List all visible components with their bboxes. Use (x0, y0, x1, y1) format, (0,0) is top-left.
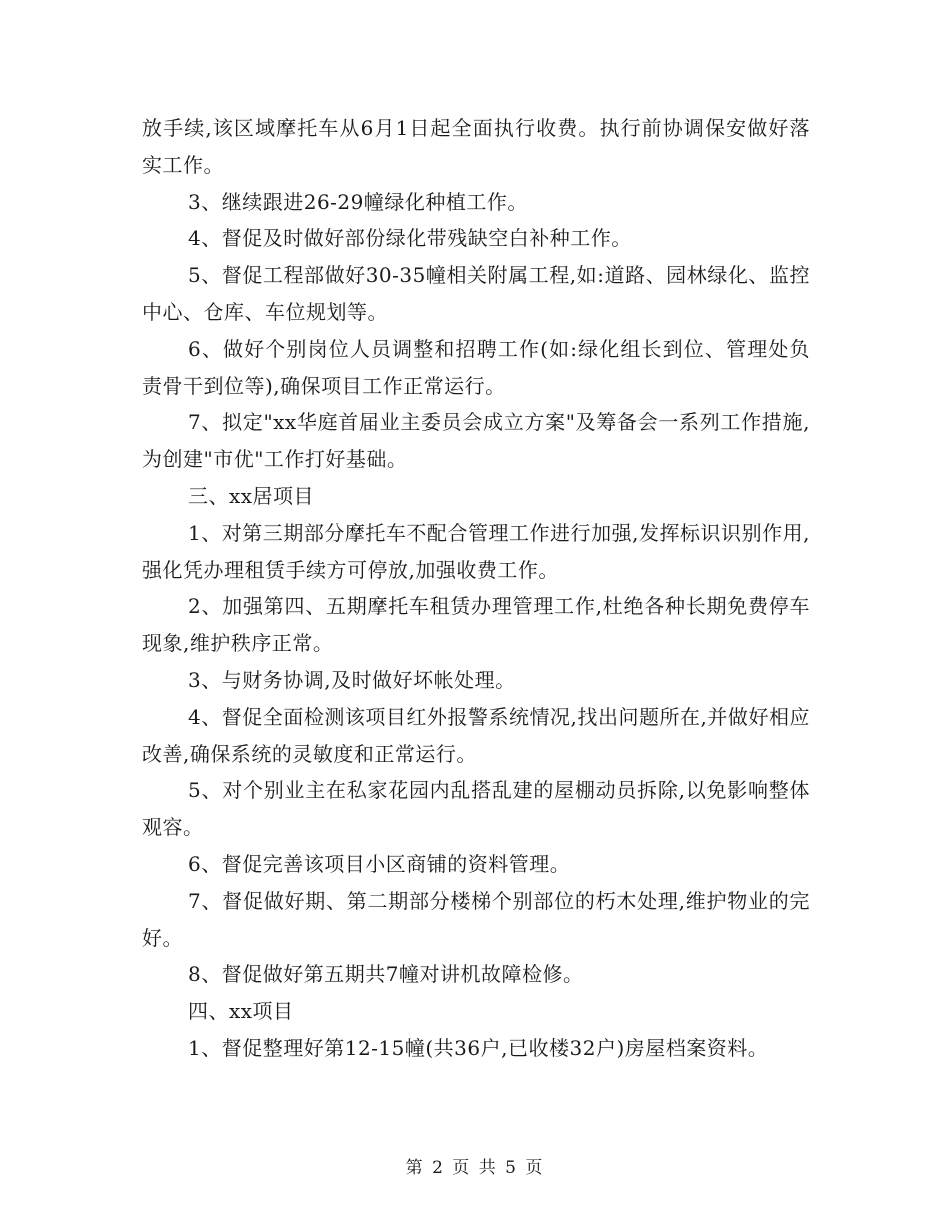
paragraph: 1、督促整理好第12-15幢(共36户,已收楼32户)房屋档案资料。 (188, 1035, 769, 1060)
section-heading: 四、xx项目 (188, 999, 294, 1024)
paragraph: 1、对第三期部分摩托车不配合管理工作进行加强,发挥标识识别作用,强化凭办理租赁手续方可停放,加强收费工作。 (142, 520, 810, 582)
paragraph: 2、加强第四、五期摩托车租赁办理管理工作,杜绝各种长期免费停车现象,维护秩序正常。 (142, 594, 810, 656)
paragraph: 4、督促全面检测该项目红外报警系统情况,找出问题所在,并做好相应改善,确保系统的灵敏度和正常运行。 (142, 704, 810, 766)
paragraph: 5、对个别业主在私家花园内乱搭乱建的屋棚动员拆除,以免影响整体观容。 (142, 778, 810, 840)
paragraph: 6、督促完善该项目小区商铺的资料管理。 (188, 851, 571, 876)
paragraph: 6、做好个别岗位人员调整和招聘工作(如:绿化组长到位、管理处负责骨干到位等),确保项目工作正常运行。 (142, 336, 810, 398)
paragraph: 3、继续跟进26-29幢绿化种植工作。 (188, 189, 528, 214)
paragraph: 7、督促做好期、第二期部分楼梯个别部位的朽木处理,维护物业的完好。 (142, 888, 810, 950)
paragraph: 3、与财务协调,及时做好坏帐处理。 (188, 667, 516, 692)
paragraph: 4、督促及时做好部份绿化带残缺空白补种工作。 (188, 226, 632, 251)
section-heading: 三、xx居项目 (188, 483, 315, 508)
paragraph: 放手续,该区域摩托车从6月1日起全面执行收费。执行前协调保安做好落实工作。 (142, 116, 810, 177)
paragraph: 8、督促做好第五期共7幢对讲机故障检修。 (188, 962, 584, 987)
paragraph: 5、督促工程部做好30-35幢相关附属工程,如:道路、园林绿化、监控中心、仓库、车位规划等。 (142, 263, 810, 324)
document-body (142, 110, 810, 1067)
page-number-footer: 第 2 页 共 5 页 (405, 1158, 545, 1178)
paragraph: 7、拟定"xx华庭首届业主委员会成立方案"及筹备会一系列工作措施,为创建"市优"工作打好基础。 (142, 410, 810, 472)
